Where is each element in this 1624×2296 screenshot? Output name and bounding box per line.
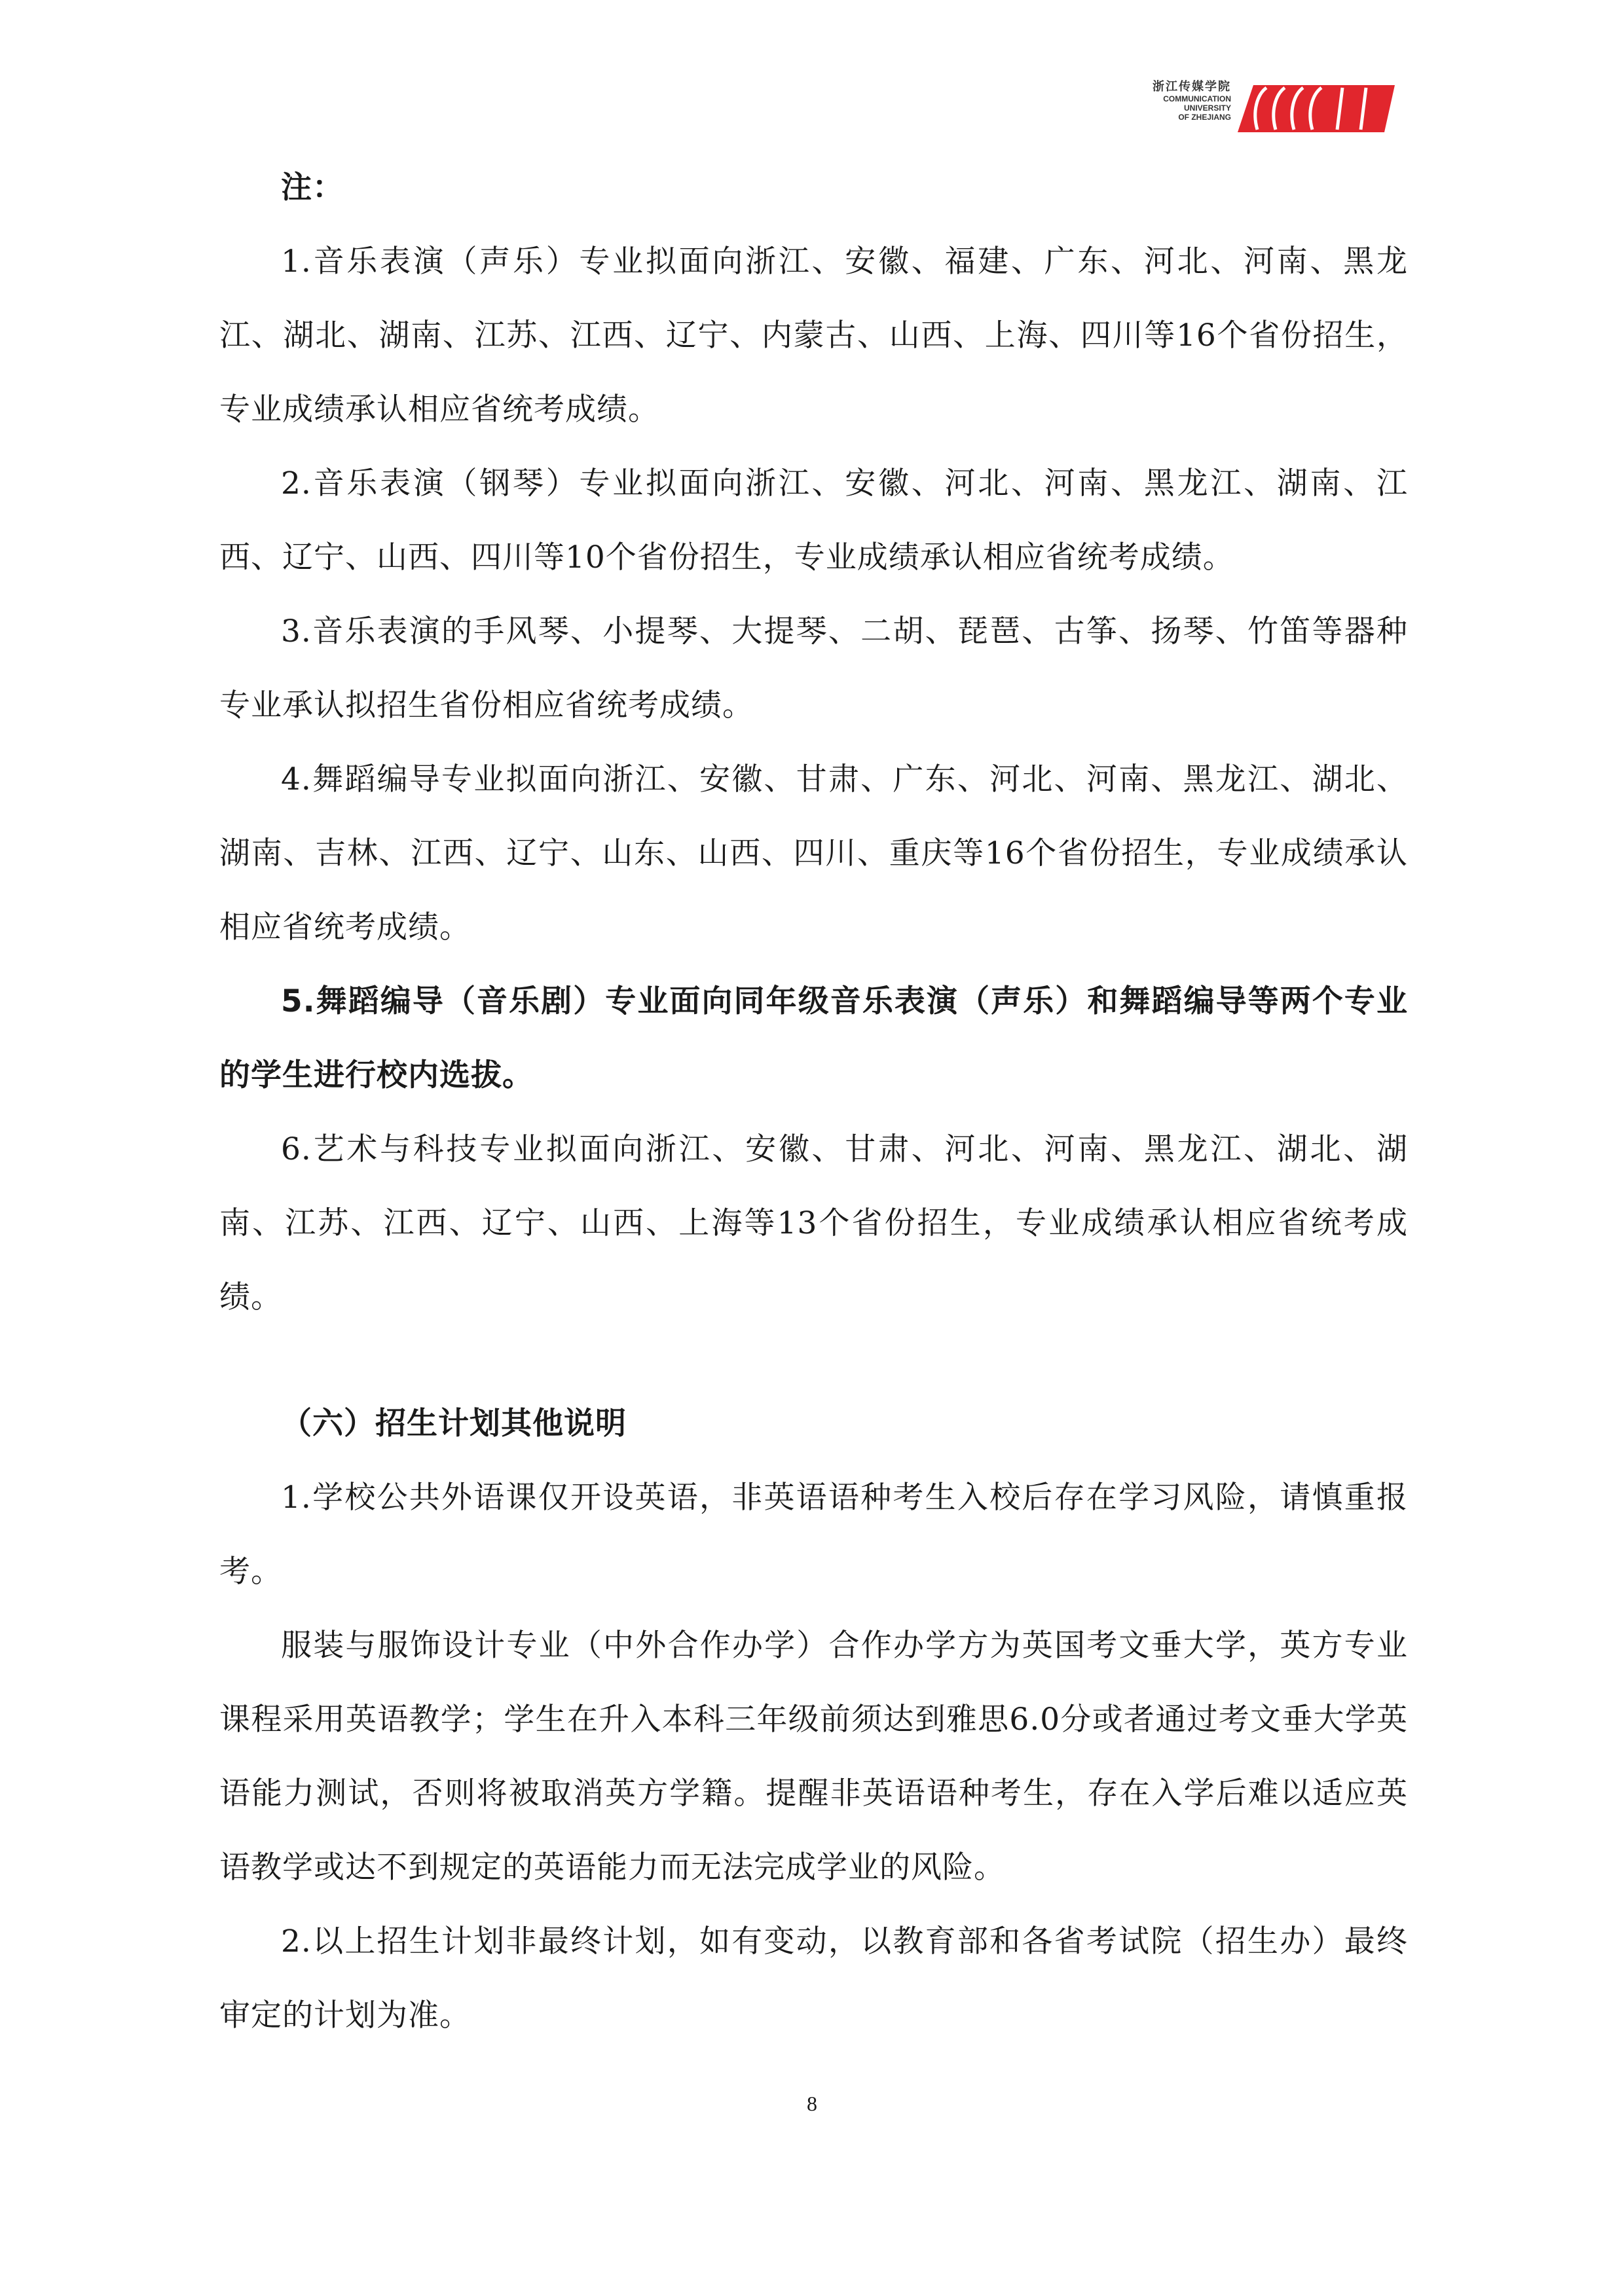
notes-heading: 注：: [281, 170, 344, 206]
logo-english-line-2: UNIVERSITY: [1183, 103, 1231, 113]
logo-mark-icon: [1238, 85, 1395, 132]
section-paragraph-2: 服装与服饰设计专业（中外合作办学）合作办学方为英国考文垂大学，英方专业课程采用英语教学；学生在升入本科三年级前须达到雅思6.0分或者通过考文垂大学英语能力测试，否则将被取消英方学籍。提醒非英语语种考生，存在入学后难以适应英语教学或达不到规定的英语能力而无法完成学业的风险。: [219, 1628, 1408, 1886]
document-body: [219, 151, 1408, 2052]
logo-chinese-name: 浙江传媒学院: [1153, 80, 1231, 94]
logo-english-line-3: OF ZHEJIANG: [1178, 113, 1231, 122]
section-paragraph-3: 2.以上招生计划非最终计划，如有变动，以教育部和各省考试院（招生办）最终审定的计划为准。: [219, 1923, 1408, 2033]
logo-text: [1107, 80, 1231, 122]
logo-english-line-1: COMMUNICATION: [1163, 94, 1231, 103]
note-item-5: 5.舞蹈编导（音乐剧）专业面向同年级音乐表演（声乐）和舞蹈编导等两个专业的学生进行校内选拔。: [219, 983, 1408, 1093]
note-item-1: 1.音乐表演（声乐）专业拟面向浙江、安徽、福建、广东、河北、河南、黑龙江、湖北、湖南、江苏、江西、辽宁、内蒙古、山西、上海、四川等16个省份招生，专业成绩承认相应省统考成绩。: [219, 244, 1408, 428]
note-item-6: 6.艺术与科技专业拟面向浙江、安徽、甘肃、河北、河南、黑龙江、湖北、湖南、江苏、江西、辽宁、山西、上海等13个省份招生，专业成绩承认相应省统考成绩。: [219, 1131, 1408, 1315]
section-gap: [219, 1334, 1408, 1387]
page-number: 8: [807, 2092, 817, 2115]
university-logo: [1107, 72, 1408, 144]
section-paragraph-1: 1.学校公共外语课仅开设英语，非英语语种考生入校后存在学习风险，请慎重报考。: [219, 1480, 1408, 1590]
note-item-3: 3.音乐表演的手风琴、小提琴、大提琴、二胡、琵琶、古筝、扬琴、竹笛等器种专业承认拟招生省份相应省统考成绩。: [219, 613, 1408, 723]
note-item-4: 4.舞蹈编导专业拟面向浙江、安徽、甘肃、广东、河北、河南、黑龙江、湖北、湖南、吉林、江西、辽宁、山东、山西、四川、重庆等16个省份招生，专业成绩承认相应省统考成绩。: [219, 761, 1408, 945]
note-item-2: 2.音乐表演（钢琴）专业拟面向浙江、安徽、河北、河南、黑龙江、湖南、江西、辽宁、山西、四川等10个省份招生，专业成绩承认相应省统考成绩。: [219, 465, 1408, 575]
section-heading: （六）招生计划其他说明: [281, 1406, 627, 1442]
